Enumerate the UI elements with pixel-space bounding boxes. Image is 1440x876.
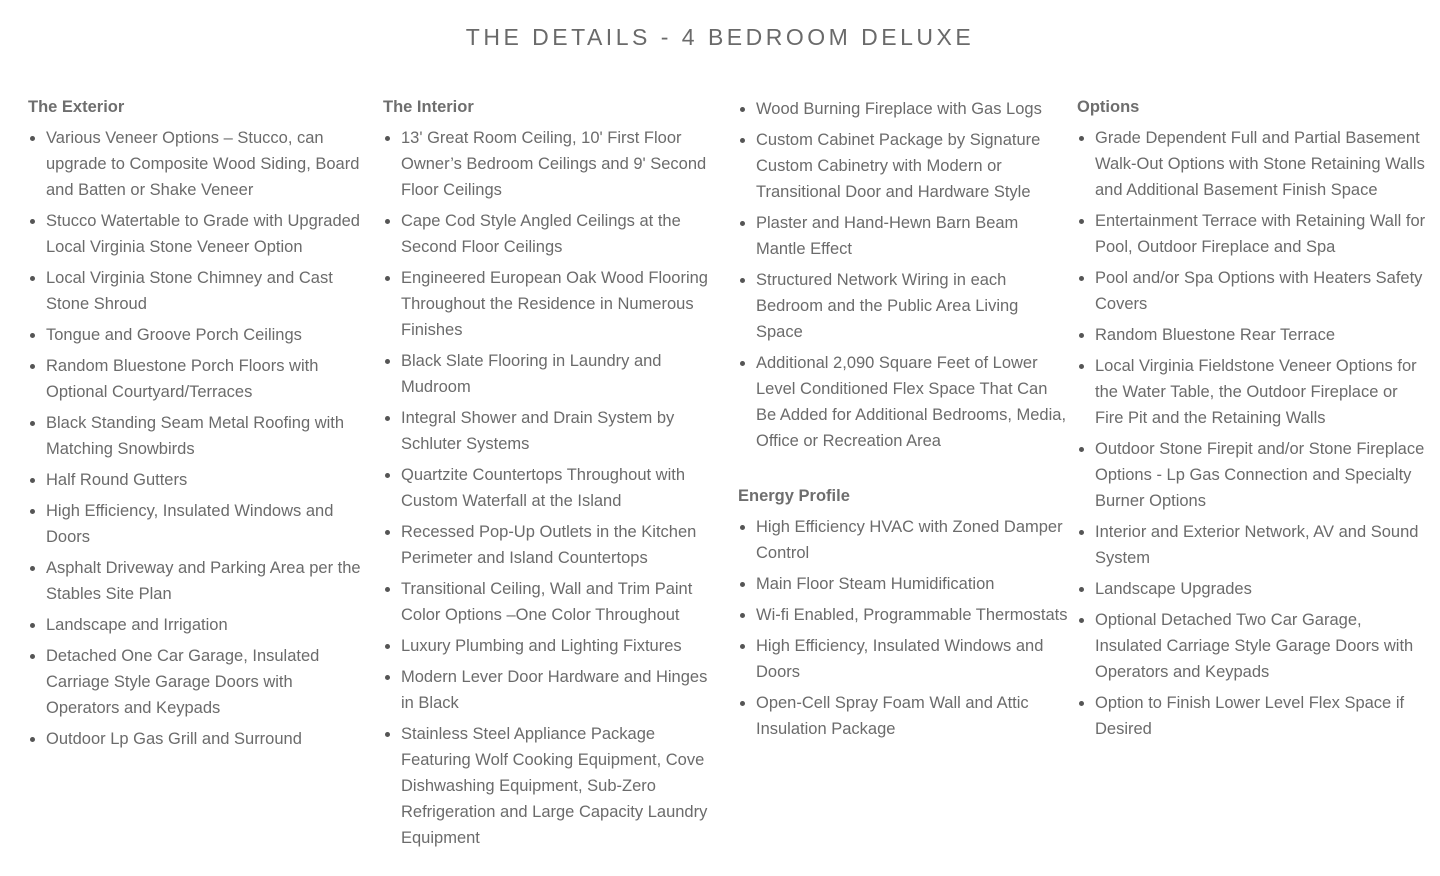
interior-heading: The Interior (383, 98, 474, 116)
interior-column (383, 96, 713, 856)
interior-continued-list (738, 96, 1068, 454)
list-item: Black Standing Seam Metal Roofing with Matching Snowbirds (28, 410, 368, 462)
interior-continued-column (738, 96, 1068, 747)
list-item: High Efficiency HVAC with Zoned Damper Control (738, 514, 1068, 566)
options-heading: Options (1077, 98, 1140, 116)
list-item: Interior and Exterior Network, AV and Sound System (1077, 519, 1427, 571)
list-item: Option to Finish Lower Level Flex Space if Desired (1077, 690, 1427, 742)
list-item: Recessed Pop-Up Outlets in the Kitchen Perimeter and Island Countertops (383, 519, 713, 571)
list-item: Cape Cod Style Angled Ceilings at the Second Floor Ceilings (383, 208, 713, 260)
list-item: Wi-fi Enabled, Programmable Thermostats (738, 602, 1068, 628)
list-item: Landscape Upgrades (1077, 576, 1427, 602)
exterior-list (28, 125, 368, 752)
list-item: Detached One Car Garage, Insulated Carriage Style Garage Doors with Operators and Keypads (28, 643, 368, 721)
list-item: Tongue and Groove Porch Ceilings (28, 322, 368, 348)
list-item: Stucco Watertable to Grade with Upgraded Local Virginia Stone Veneer Option (28, 208, 368, 260)
list-item: Main Floor Steam Humidification (738, 571, 1068, 597)
list-item: Plaster and Hand-Hewn Barn Beam Mantle Effect (738, 210, 1068, 262)
list-item: Half Round Gutters (28, 467, 368, 493)
list-item: Stainless Steel Appliance Package Featuring Wolf Cooking Equipment, Cove Dishwashing Equipment, Sub-Zero Refrigeration and Large Capacity Laundry Equipment (383, 721, 713, 851)
exterior-heading: The Exterior (28, 98, 125, 116)
list-item: Luxury Plumbing and Lighting Fixtures (383, 633, 713, 659)
section-spacer (738, 459, 1068, 485)
list-item: Outdoor Lp Gas Grill and Surround (28, 726, 368, 752)
list-item: Structured Network Wiring in each Bedroom and the Public Area Living Space (738, 267, 1068, 345)
list-item: Custom Cabinet Package by Signature Custom Cabinetry with Modern or Transitional Door and Hardware Style (738, 127, 1068, 205)
list-item: Outdoor Stone Firepit and/or Stone Fireplace Options - Lp Gas Connection and Specialty Burner Options (1077, 436, 1427, 514)
options-list (1077, 125, 1427, 742)
list-item: Entertainment Terrace with Retaining Wall for Pool, Outdoor Fireplace and Spa (1077, 208, 1427, 260)
page-title: THE DETAILS - 4 BEDROOM DELUXE (465, 24, 975, 50)
list-item: Random Bluestone Porch Floors with Optional Courtyard/Terraces (28, 353, 368, 405)
list-item: 13' Great Room Ceiling, 10' First Floor Owner’s Bedroom Ceilings and 9' Second Floor Ceilings (383, 125, 713, 203)
list-item: Optional Detached Two Car Garage, Insulated Carriage Style Garage Doors with Operators and Keypads (1077, 607, 1427, 685)
list-item: Landscape and Irrigation (28, 612, 368, 638)
list-item: Modern Lever Door Hardware and Hinges in Black (383, 664, 713, 716)
list-item: Random Bluestone Rear Terrace (1077, 322, 1427, 348)
list-item: Quartzite Countertops Throughout with Custom Waterfall at the Island (383, 462, 713, 514)
list-item: Additional 2,090 Square Feet of Lower Level Conditioned Flex Space That Can Be Added for Additional Bedrooms, Media, Office or Recreation Area (738, 350, 1068, 454)
list-item: Local Virginia Fieldstone Veneer Options for the Water Table, the Outdoor Fireplace or Fire Pit and the Retaining Walls (1077, 353, 1427, 431)
list-item: Various Veneer Options – Stucco, can upgrade to Composite Wood Siding, Board and Batten or Shake Veneer (28, 125, 368, 203)
list-item: High Efficiency, Insulated Windows and Doors (738, 633, 1068, 685)
list-item: Grade Dependent Full and Partial Basement Walk-Out Options with Stone Retaining Walls and Additional Basement Finish Space (1077, 125, 1427, 203)
list-item: High Efficiency, Insulated Windows and Doors (28, 498, 368, 550)
list-item: Asphalt Driveway and Parking Area per the Stables Site Plan (28, 555, 368, 607)
list-item: Local Virginia Stone Chimney and Cast Stone Shroud (28, 265, 368, 317)
list-item: Engineered European Oak Wood Flooring Throughout the Residence in Numerous Finishes (383, 265, 713, 343)
interior-list (383, 125, 713, 851)
list-item: Pool and/or Spa Options with Heaters Safety Covers (1077, 265, 1427, 317)
energy-list (738, 514, 1068, 742)
list-item: Open-Cell Spray Foam Wall and Attic Insulation Package (738, 690, 1068, 742)
exterior-column (28, 96, 368, 757)
options-column (1077, 96, 1427, 747)
list-item: Integral Shower and Drain System by Schluter Systems (383, 405, 713, 457)
energy-heading: Energy Profile (738, 487, 850, 505)
list-item: Wood Burning Fireplace with Gas Logs (738, 96, 1068, 122)
list-item: Black Slate Flooring in Laundry and Mudroom (383, 348, 713, 400)
list-item: Transitional Ceiling, Wall and Trim Paint Color Options –One Color Throughout (383, 576, 713, 628)
